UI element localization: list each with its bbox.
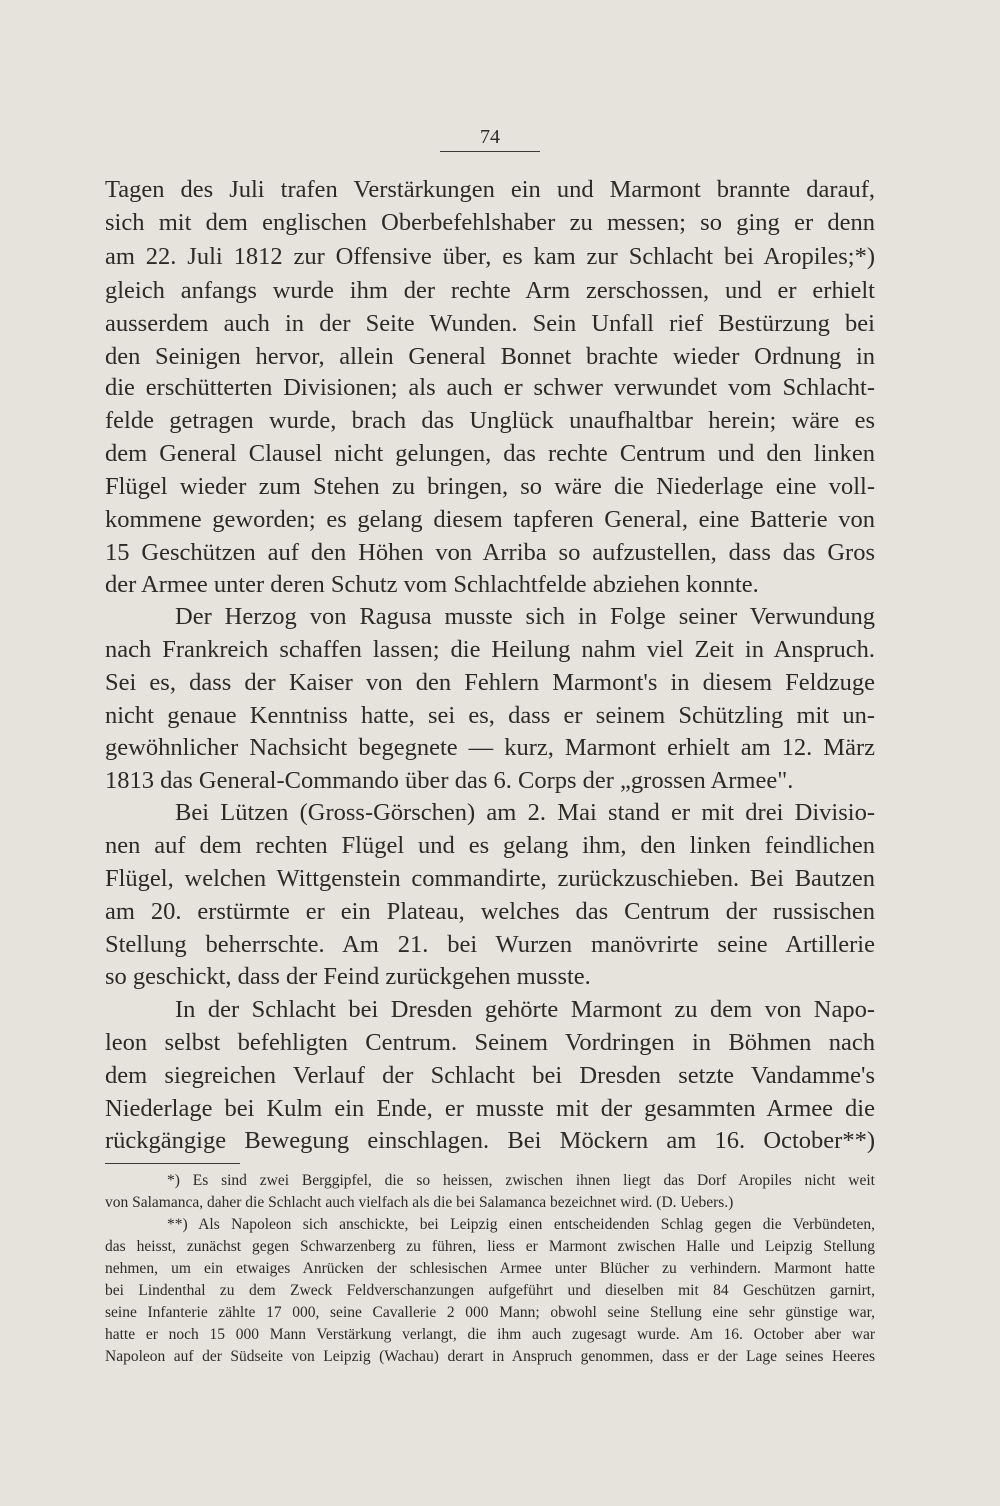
body-line: Flügel wieder zum Stehen zu bringen, so wäre die Niederlage eine voll- (105, 473, 875, 500)
body-line: kommene geworden; es gelang diesem tapferen General, eine Batterie von (105, 506, 875, 533)
body-line: nicht genaue Kenntniss hatte, sei es, dass er seinem Schützling mit un- (105, 702, 875, 729)
page-number: 74 (480, 126, 500, 148)
footnote-line: Napoleon auf der Südseite von Leipzig (Wachau) derart in Anspruch genommen, dass er der Lage seines Heeres (105, 1348, 875, 1365)
body-line: Bei Lützen (Gross-Görschen) am 2. Mai stand er mit drei Divisio- (175, 799, 875, 826)
body-line: am 20. erstürmte er ein Plateau, welches das Centrum der russischen (105, 898, 875, 925)
footnote-line: **) Als Napoleon sich anschickte, bei Leipzig einen entscheidenden Schlag gegen die Verbündeten, (167, 1216, 875, 1233)
footnote-line: nehmen, um ein etwaiges Anrücken der schlesischen Armee unter Blücher zu verhindern. Marmont hatte (105, 1260, 875, 1277)
page-number-rule (440, 151, 540, 152)
body-line: Niederlage bei Kulm ein Ende, er musste mit der gesammten Armee die (105, 1095, 875, 1122)
footnote-line: von Salamanca, daher die Schlacht auch vielfach als die bei Salamanca bezeichnet wird. (D. Uebers.) (105, 1194, 734, 1211)
body-line: Tagen des Juli trafen Verstärkungen ein und Marmont brannte darauf, (105, 176, 875, 203)
footnote-line: seine Infanterie zählte 17 000, seine Cavallerie 2 000 Mann; obwohl seine Stellung eine sehr günstige war, (105, 1304, 875, 1321)
body-line: am 22. Juli 1812 zur Offensive über, es kam zur Schlacht bei Aropiles;*) (105, 243, 875, 270)
body-line: felde getragen wurde, brach das Unglück unaufhaltbar herein; wäre es (105, 407, 875, 434)
footnote-line: das heisst, zunächst gegen Schwarzenberg zu führen, liess er Marmont zwischen Halle und Leipzig Stellung (105, 1238, 875, 1255)
body-line: leon selbst befehligten Centrum. Seinem Vordringen in Böhmen nach (105, 1029, 875, 1056)
body-line: 15 Geschützen auf den Höhen von Arriba so aufzustellen, dass das Gros (105, 539, 875, 566)
body-line: gewöhnlicher Nachsicht begegnete — kurz, Marmont erhielt am 12. März (105, 734, 875, 761)
footnote-line: *) Es sind zwei Berggipfel, die so heissen, zwischen ihnen liegt das Dorf Aropiles nicht weit (167, 1172, 875, 1189)
footnote-line: hatte er noch 15 000 Mann Verstärkung verlangt, die ihm auch zugesagt wurde. Am 16. October aber war (105, 1326, 875, 1343)
body-line: rückgängige Bewegung einschlagen. Bei Möckern am 16. October**) (105, 1127, 875, 1154)
body-line: der Armee unter deren Schutz vom Schlachtfelde abziehen konnte. (105, 571, 759, 598)
body-line: Der Herzog von Ragusa musste sich in Folge seiner Verwundung (175, 603, 875, 630)
body-line: Stellung beherrschte. Am 21. bei Wurzen manövrirte seine Artillerie (105, 931, 875, 958)
body-line: dem General Clausel nicht gelungen, das rechte Centrum und den linken (105, 440, 875, 467)
body-line: Sei es, dass der Kaiser von den Fehlern Marmont's in diesem Feldzuge (105, 669, 875, 696)
body-line: den Seinigen hervor, allein General Bonnet brachte wieder Ordnung in (105, 343, 875, 370)
body-line: die erschütterten Divisionen; als auch er schwer verwundet vom Schlacht- (105, 374, 875, 401)
body-line: so geschickt, dass der Feind zurückgehen musste. (105, 963, 591, 990)
body-line: dem siegreichen Verlauf der Schlacht bei Dresden setzte Vandamme's (105, 1062, 875, 1089)
body-line: Flügel, welchen Wittgenstein commandirte, zurückzuschieben. Bei Bautzen (105, 865, 875, 892)
body-line: ausserdem auch in der Seite Wunden. Sein Unfall rief Bestürzung bei (105, 310, 875, 337)
body-line: nen auf dem rechten Flügel und es gelang ihm, den linken feindlichen (105, 832, 875, 859)
body-line: nach Frankreich schaffen lassen; die Heilung nahm viel Zeit in Anspruch. (105, 636, 875, 663)
body-line: sich mit dem englischen Oberbefehlshaber zu messen; so ging er denn (105, 209, 875, 236)
body-line: gleich anfangs wurde ihm der rechte Arm zerschossen, und er erhielt (105, 277, 875, 304)
body-line: 1813 das General-Commando über das 6. Corps der „grossen Armee". (105, 767, 794, 794)
footnote-line: bei Lindenthal zu dem Zweck Feldverschanzungen aufgeführt und dieselben mit 84 Geschützen garnirt, (105, 1282, 875, 1299)
body-line: In der Schlacht bei Dresden gehörte Marmont zu dem von Napo- (175, 996, 875, 1023)
footnote-rule (105, 1163, 240, 1164)
